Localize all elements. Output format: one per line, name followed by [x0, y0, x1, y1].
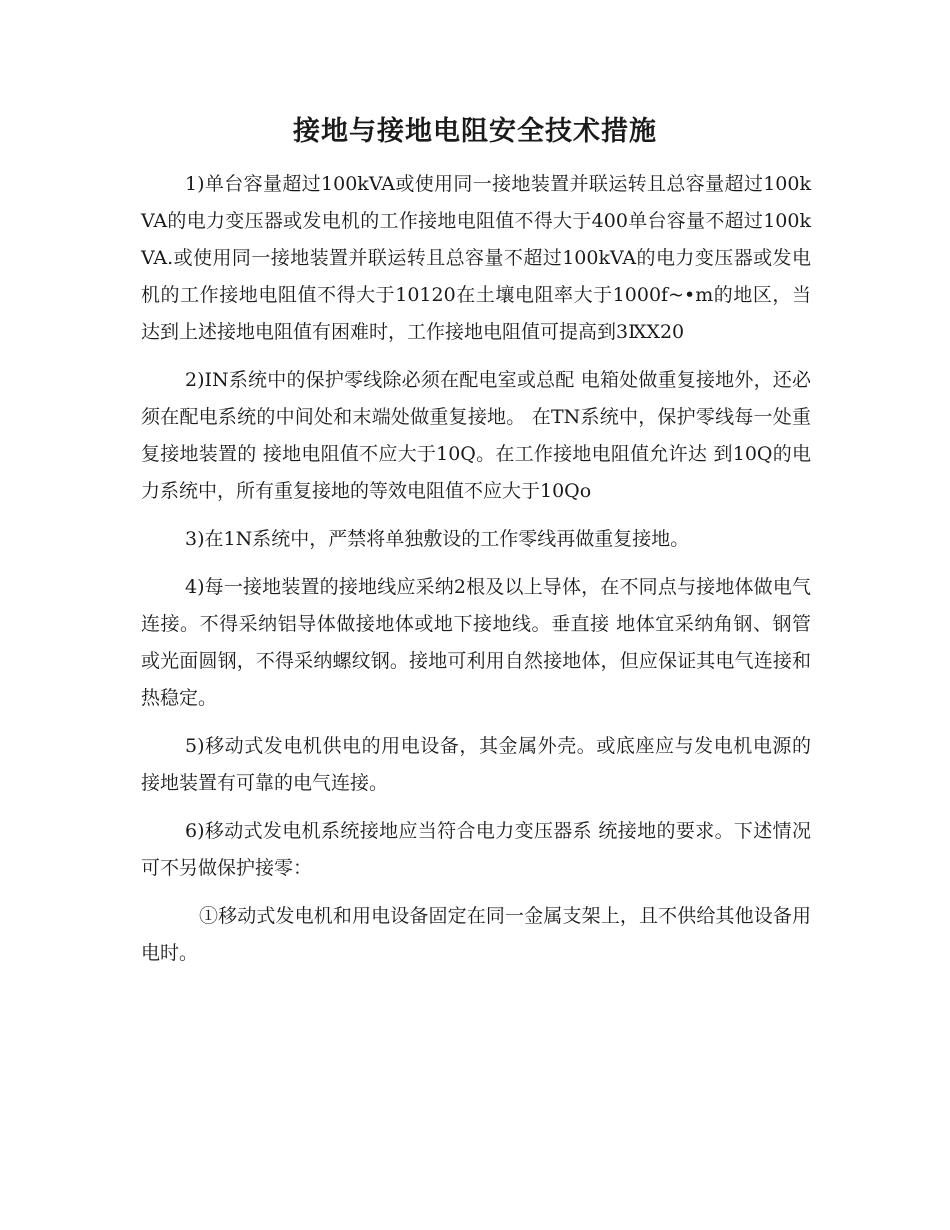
paragraph-6: 6)移动式发电机系统接地应当符合电力变压器系 统接地的要求。下述情况可不另做保护接零： [141, 820, 811, 879]
paragraph-5: 5)移动式发电机供电的用电设备，其金属外壳。或底座应与发电机电源的接地装置有可靠的电气连接。 [141, 735, 811, 794]
paragraph-1: 1)单台容量超过100kVA或使用同一接地装置并联运转且总容量超过100kVA的电力变压器或发电机的工作接地电阻值不得大于400单台容量不超过100kVA.或使用同一接地装置并联运转且总容量不超过100kVA的电力变压器或发电机的工作接地电阻值不得大于10120在土壤电阻率大于1000f~•m的地区，当达到上述接地电阻值有困难时，工作接地电阻值可提高到3ⅨX20 [141, 173, 811, 343]
paragraph-4: 4)每一接地装置的接地线应采纳2根及以上导体，在不同点与接地体做电气连接。不得采纳铝导体做接地体或地下接地线。垂直接 地体宜采纳角钢、钢管或光面圆钢，不得采纳螺纹钢。接地可利用自然接地体，但应保证其电气连接和热稳定。 [141, 576, 811, 709]
paragraph-2: 2)IN系统中的保护零线除必须在配电室或总配 电箱处做重复接地外，还必须在配电系统的中间处和末端处做重复接地。 在TN系统中，保护零线每一处重复接地装置的 接地电阻值不应大于10Q。在工作接地电阻值允许达 到10Q的电力系统中，所有重复接地的等效电阻值不应大于10Qo [141, 369, 811, 502]
document-title: 接地与接地电阻安全技术措施 [293, 116, 657, 147]
document-body [141, 166, 811, 983]
paragraph-7: ①移动式发电机和用电设备固定在同一金属支架上，且不供给其他设备用电时。 [141, 905, 811, 964]
paragraph-3: 3)在1N系统中，严禁将单独敷设的工作零线再做重复接地。 [185, 528, 690, 550]
